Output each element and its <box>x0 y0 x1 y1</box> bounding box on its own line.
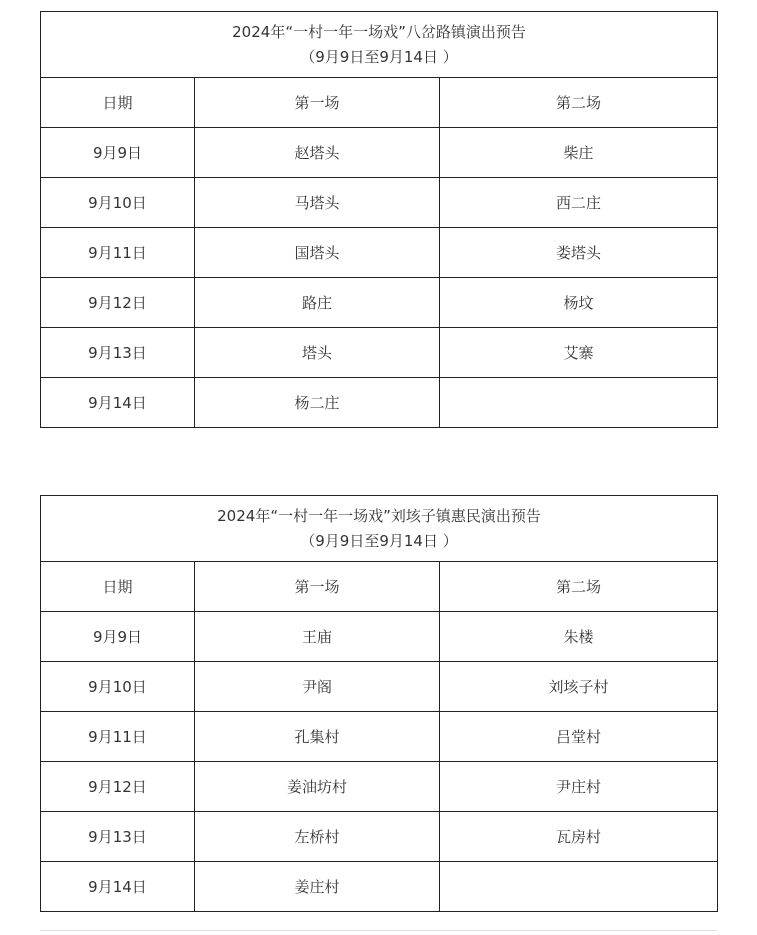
cell-first-show: 姜庄村 <box>195 862 440 912</box>
table-header-row <box>41 78 718 128</box>
cell-date: 9月11日 <box>41 228 195 278</box>
table-title-line2: （9月9日至9月14日 ） <box>300 531 458 550</box>
cell-second-show: 艾寨 <box>440 328 718 378</box>
cell-date: 9月9日 <box>41 612 195 662</box>
header-first-show: 第一场 <box>195 562 440 612</box>
table-row <box>41 862 718 912</box>
header-second-show: 第二场 <box>440 78 718 128</box>
table-title-line1: 2024年“一村一年一场戏”刘垓子镇惠民演出预告 <box>217 506 541 525</box>
table-row <box>41 278 718 328</box>
table-title-line2: （9月9日至9月14日 ） <box>300 47 458 66</box>
divider <box>40 930 717 931</box>
table-title-row <box>41 496 718 562</box>
cell-second-show: 朱楼 <box>440 612 718 662</box>
header-date: 日期 <box>41 78 195 128</box>
cell-second-show: 刘垓子村 <box>440 662 718 712</box>
cell-first-show: 塔头 <box>195 328 440 378</box>
cell-first-show: 国塔头 <box>195 228 440 278</box>
cell-first-show: 孔集村 <box>195 712 440 762</box>
cell-second-show: 吕堂村 <box>440 712 718 762</box>
cell-date: 9月14日 <box>41 862 195 912</box>
header-first-show: 第一场 <box>195 78 440 128</box>
cell-first-show: 姜油坊村 <box>195 762 440 812</box>
cell-first-show: 杨二庄 <box>195 378 440 428</box>
table-row <box>41 378 718 428</box>
cell-date: 9月12日 <box>41 762 195 812</box>
cell-date: 9月9日 <box>41 128 195 178</box>
cell-first-show: 左桥村 <box>195 812 440 862</box>
cell-date: 9月11日 <box>41 712 195 762</box>
cell-date: 9月14日 <box>41 378 195 428</box>
table-row <box>41 612 718 662</box>
cell-second-show: 柴庄 <box>440 128 718 178</box>
table-header-row <box>41 562 718 612</box>
cell-second-show: 尹庄村 <box>440 762 718 812</box>
cell-second-show: 杨坟 <box>440 278 718 328</box>
table-title <box>41 496 718 562</box>
schedule-table-baichalu <box>40 11 718 428</box>
table-title <box>41 12 718 78</box>
cell-date: 9月13日 <box>41 812 195 862</box>
table-title-row <box>41 12 718 78</box>
cell-first-show: 马塔头 <box>195 178 440 228</box>
cell-date: 9月13日 <box>41 328 195 378</box>
cell-second-show: 西二庄 <box>440 178 718 228</box>
table-row <box>41 178 718 228</box>
cell-second-show <box>440 378 718 428</box>
schedule-table-liugaizi <box>40 495 718 912</box>
table-row <box>41 228 718 278</box>
table-row <box>41 128 718 178</box>
cell-date: 9月10日 <box>41 662 195 712</box>
table-title-line1: 2024年“一村一年一场戏”八岔路镇演出预告 <box>232 22 526 41</box>
cell-second-show: 娄塔头 <box>440 228 718 278</box>
table-row <box>41 662 718 712</box>
header-second-show: 第二场 <box>440 562 718 612</box>
table-row <box>41 328 718 378</box>
cell-date: 9月10日 <box>41 178 195 228</box>
table-row <box>41 712 718 762</box>
cell-first-show: 尹阁 <box>195 662 440 712</box>
cell-first-show: 王庙 <box>195 612 440 662</box>
cell-first-show: 路庄 <box>195 278 440 328</box>
header-date: 日期 <box>41 562 195 612</box>
table-row <box>41 812 718 862</box>
cell-second-show <box>440 862 718 912</box>
table-row <box>41 762 718 812</box>
cell-second-show: 瓦房村 <box>440 812 718 862</box>
cell-first-show: 赵塔头 <box>195 128 440 178</box>
cell-date: 9月12日 <box>41 278 195 328</box>
